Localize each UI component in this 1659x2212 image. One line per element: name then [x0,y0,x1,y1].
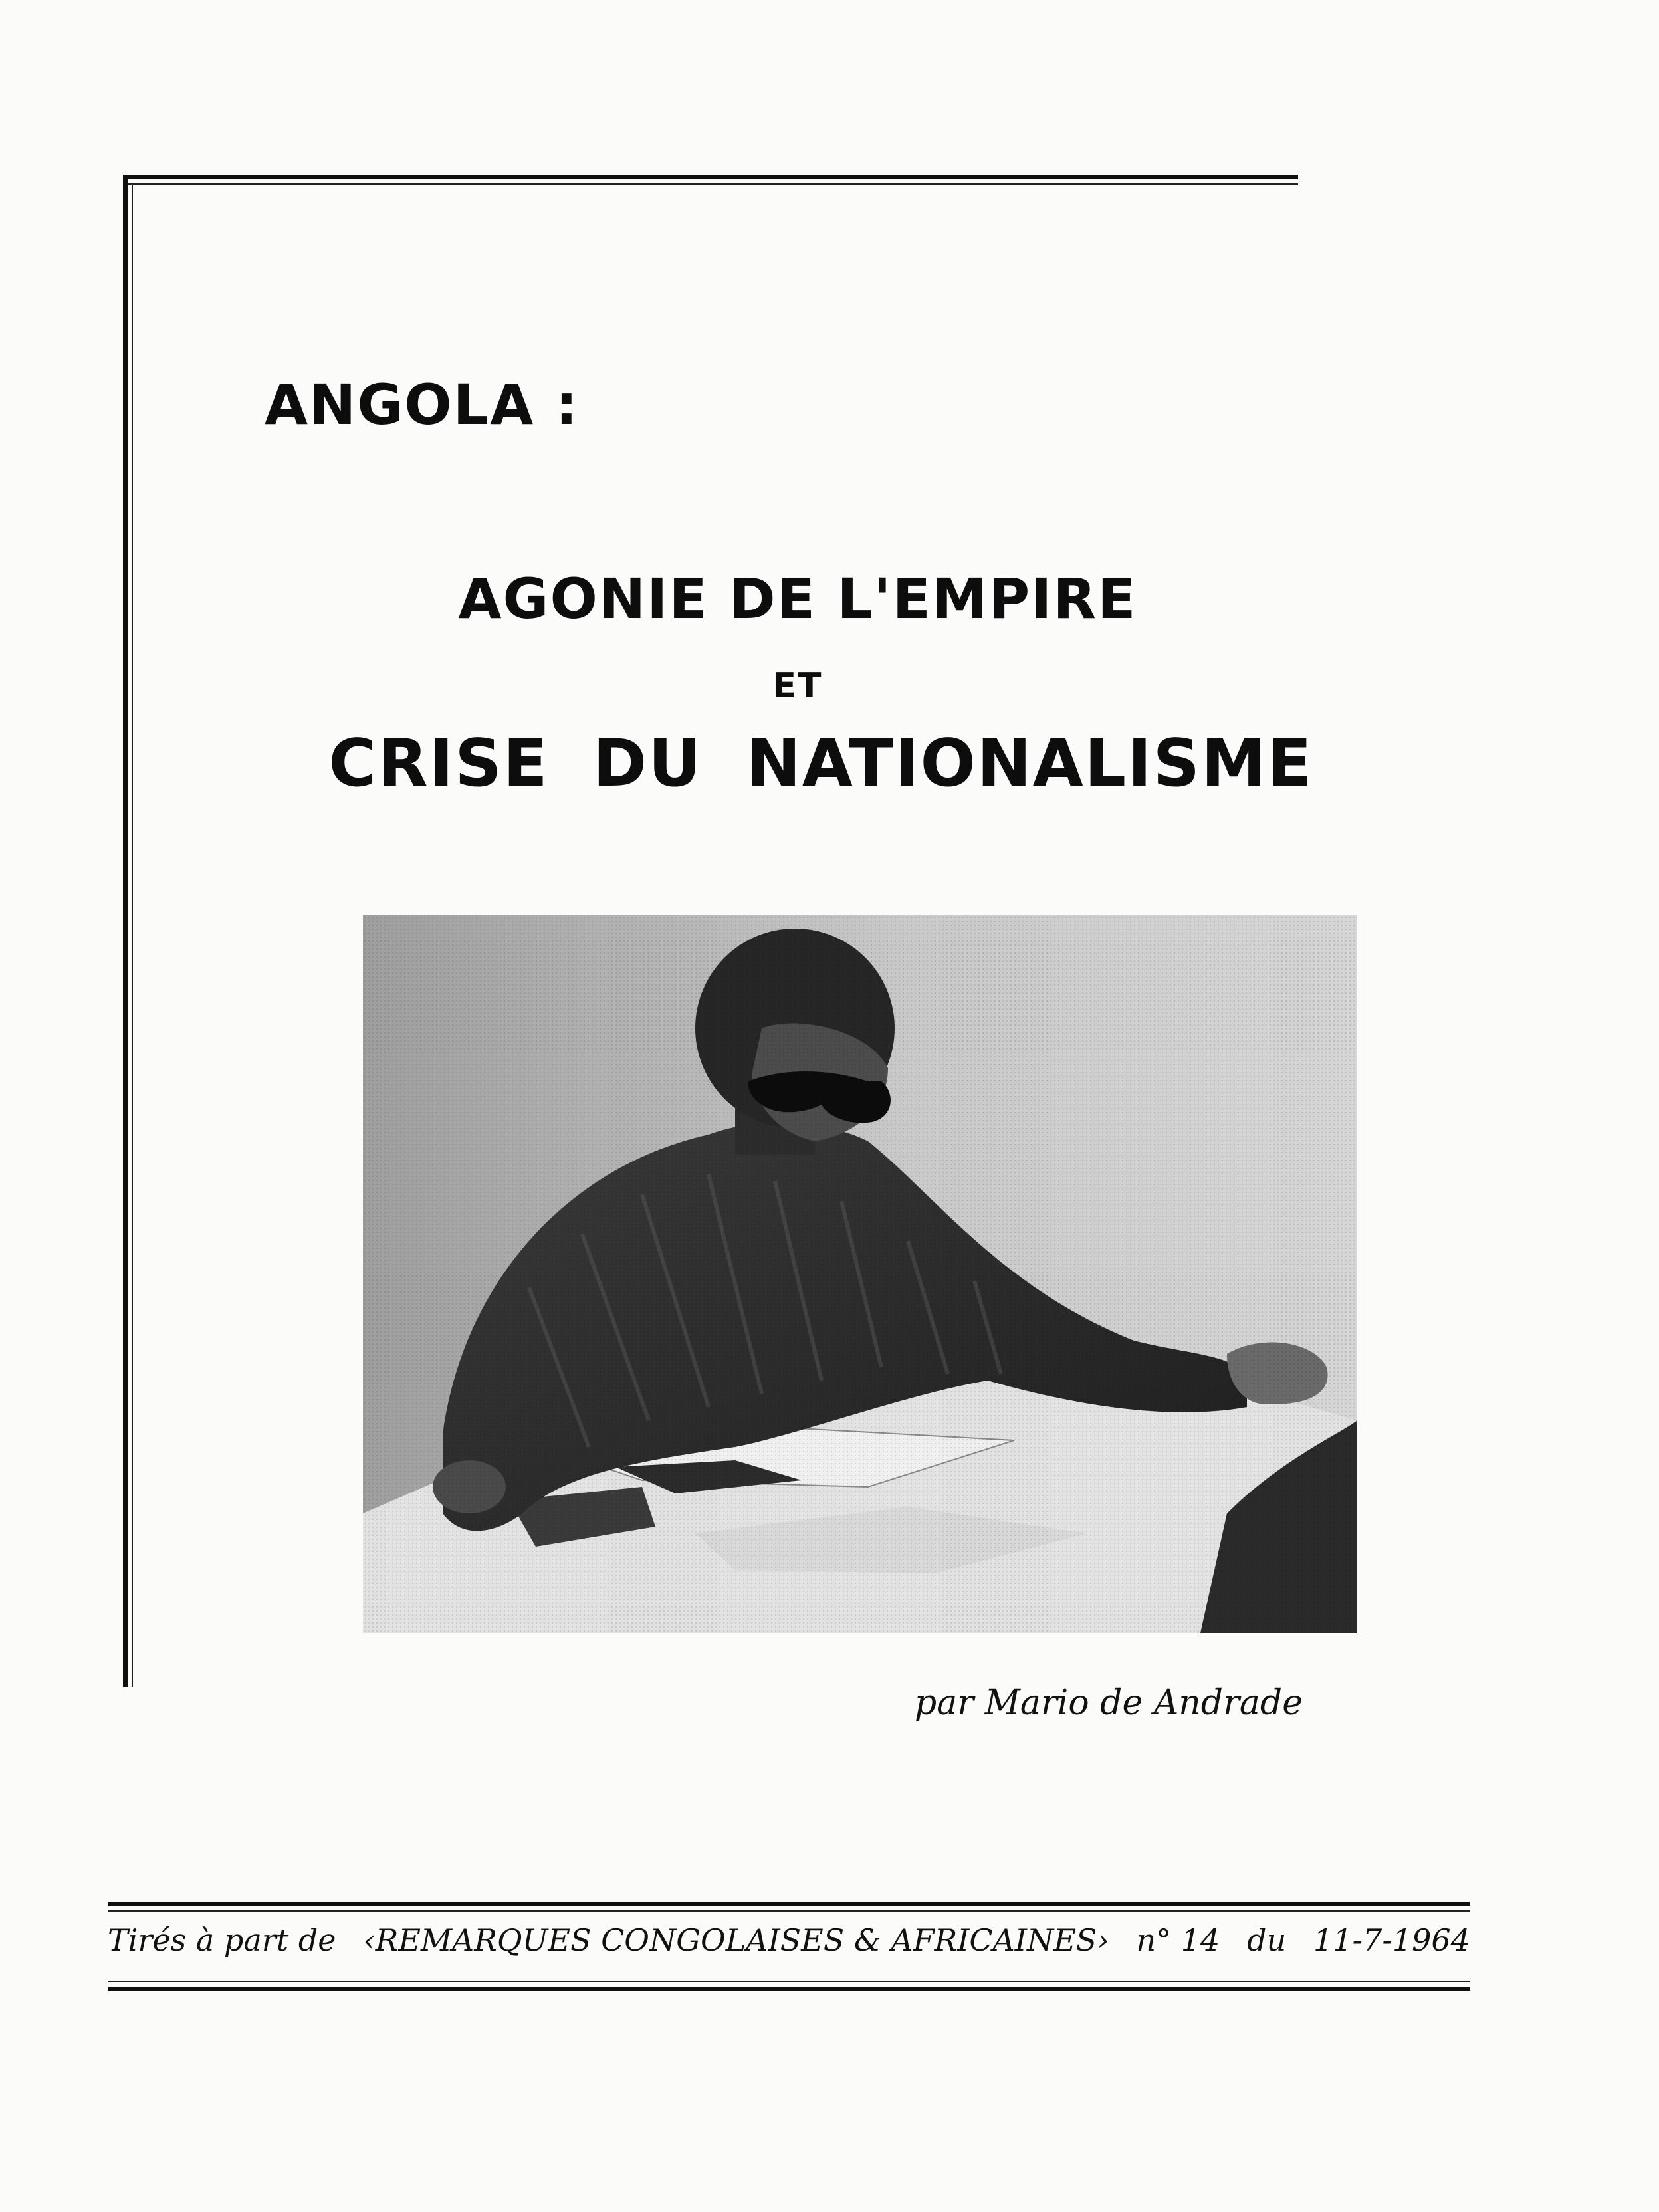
frame-left-rule [123,175,128,1687]
portrait-photo [363,915,1357,1633]
frame-left-rule-thin [132,183,133,1687]
citation-issue: n° 14 [1136,1922,1220,1958]
title-connector: ET [772,666,823,706]
title-line-1: AGONIE DE L'EMPIRE [458,566,1137,631]
footer-rule-top [108,1902,1470,1906]
footer-rule-top-thin [108,1910,1470,1912]
citation-publication: ‹REMARQUES CONGOLAISES & AFRICAINES› [363,1922,1109,1958]
footer-rule-bottom-thin [108,1981,1470,1982]
author-byline: par Mario de Andrade [914,1683,1303,1723]
reprint-citation [108,1922,1470,1958]
country-heading: ANGOLA : [265,372,580,437]
citation-date-prefix: du [1247,1922,1287,1958]
frame-top-rule [123,175,1298,179]
footer-rule-bottom [108,1987,1470,1991]
frame-top-rule-thin [123,183,1298,185]
citation-prefix: Tirés à part de [108,1922,336,1958]
title-line-2: CRISE DU NATIONALISME [328,726,1313,802]
citation-date: 11-7-1964 [1313,1922,1470,1958]
